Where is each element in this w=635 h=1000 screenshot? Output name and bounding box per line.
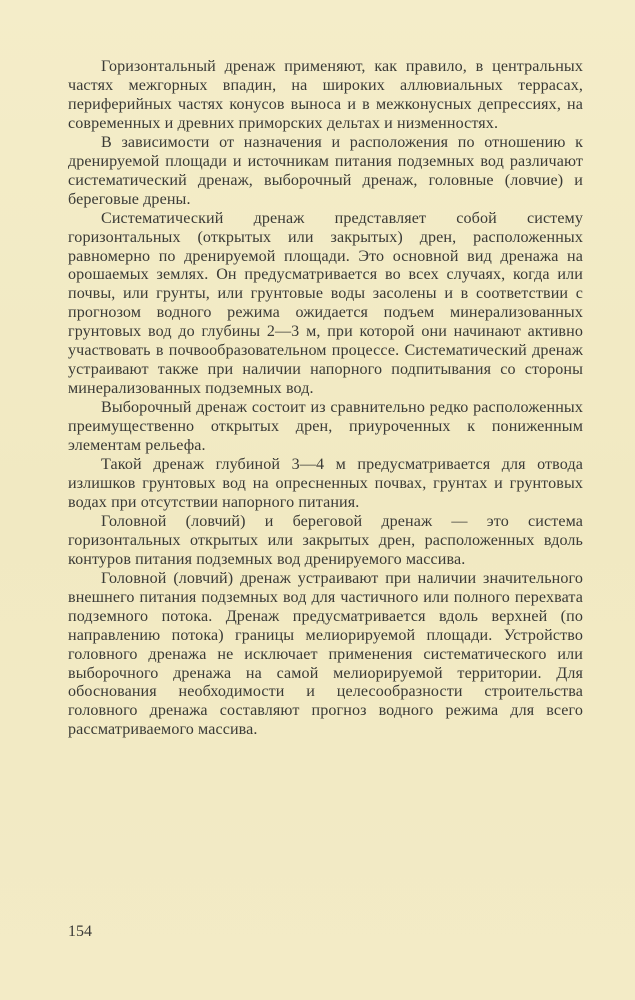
paragraph-4: Выборочный дренаж состоит из сравнительно редко расположенных преимущественно открытых дрен, приуроченных к пониженным элементам рельефа. (68, 399, 583, 455)
paragraph-1: Горизонтальный дренаж применяют, как правило, в центральных частях межгорных впадин, на широких аллювиальных террасах, периферийных частях конусов выноса и в межконусных депрессиях, на современных и древних приморских дельтах и низменностях. (68, 58, 583, 132)
paragraph-5: Такой дренаж глубиной 3—4 м предусматривается для отвода излишков грунтовых вод на опресненных почвах, грунтах и грунтовых водах при отсутствии напорного питания. (68, 456, 583, 511)
paragraph-7: Головной (ловчий) дренаж устраивают при наличии значительного внешнего питания подземных вод для частичного или полного перехвата подземного потока. Дренаж предусматривается вдоль верхней (по направлению потока) границы мелиорируемой площади. Устройство головного дренажа не исключает применения систематического или выборочного дренажа на самой мелиорируемой территории. Для обоснования необходимости и целесообразности строительства головного дренажа составляют прогноз водного режима для всего рассматриваемого массива. (68, 569, 583, 739)
paragraph-2: В зависимости от назначения и расположения по отношению к дренируемой площади и источникам питания подземных вод различают систематический дренаж, выборочный дренаж, головные (ловчие) и береговые дрены. (68, 133, 583, 208)
page-number: 154 (68, 923, 92, 940)
paragraph-3: Систематический дренаж представляет собой систему горизонтальных (открытых или закрытых) дрен, расположенных равномерно по дренируемой площади. Это основной вид дренажа на орошаемых землях. Он предусматривается во всех случаях, когда или почвы, или грунты, или грунтовые воды засолены и в соответствии с прогнозом водного режима ожидается подъем минерализованных грунтовых вод до глубины 2—3 м, при которой они начинают активно участвовать в почвообразовательном процессе. Систематический дренаж устраивают также при наличии напорного подпитывания со стороны минерализованных подземных вод. (68, 209, 583, 398)
page-text (68, 58, 583, 740)
paragraph-6: Головной (ловчий) и береговой дренаж — это система горизонтальных открытых или закрытых дрен, расположенных вдоль контуров питания подземных вод дренируемого массива. (68, 512, 583, 568)
